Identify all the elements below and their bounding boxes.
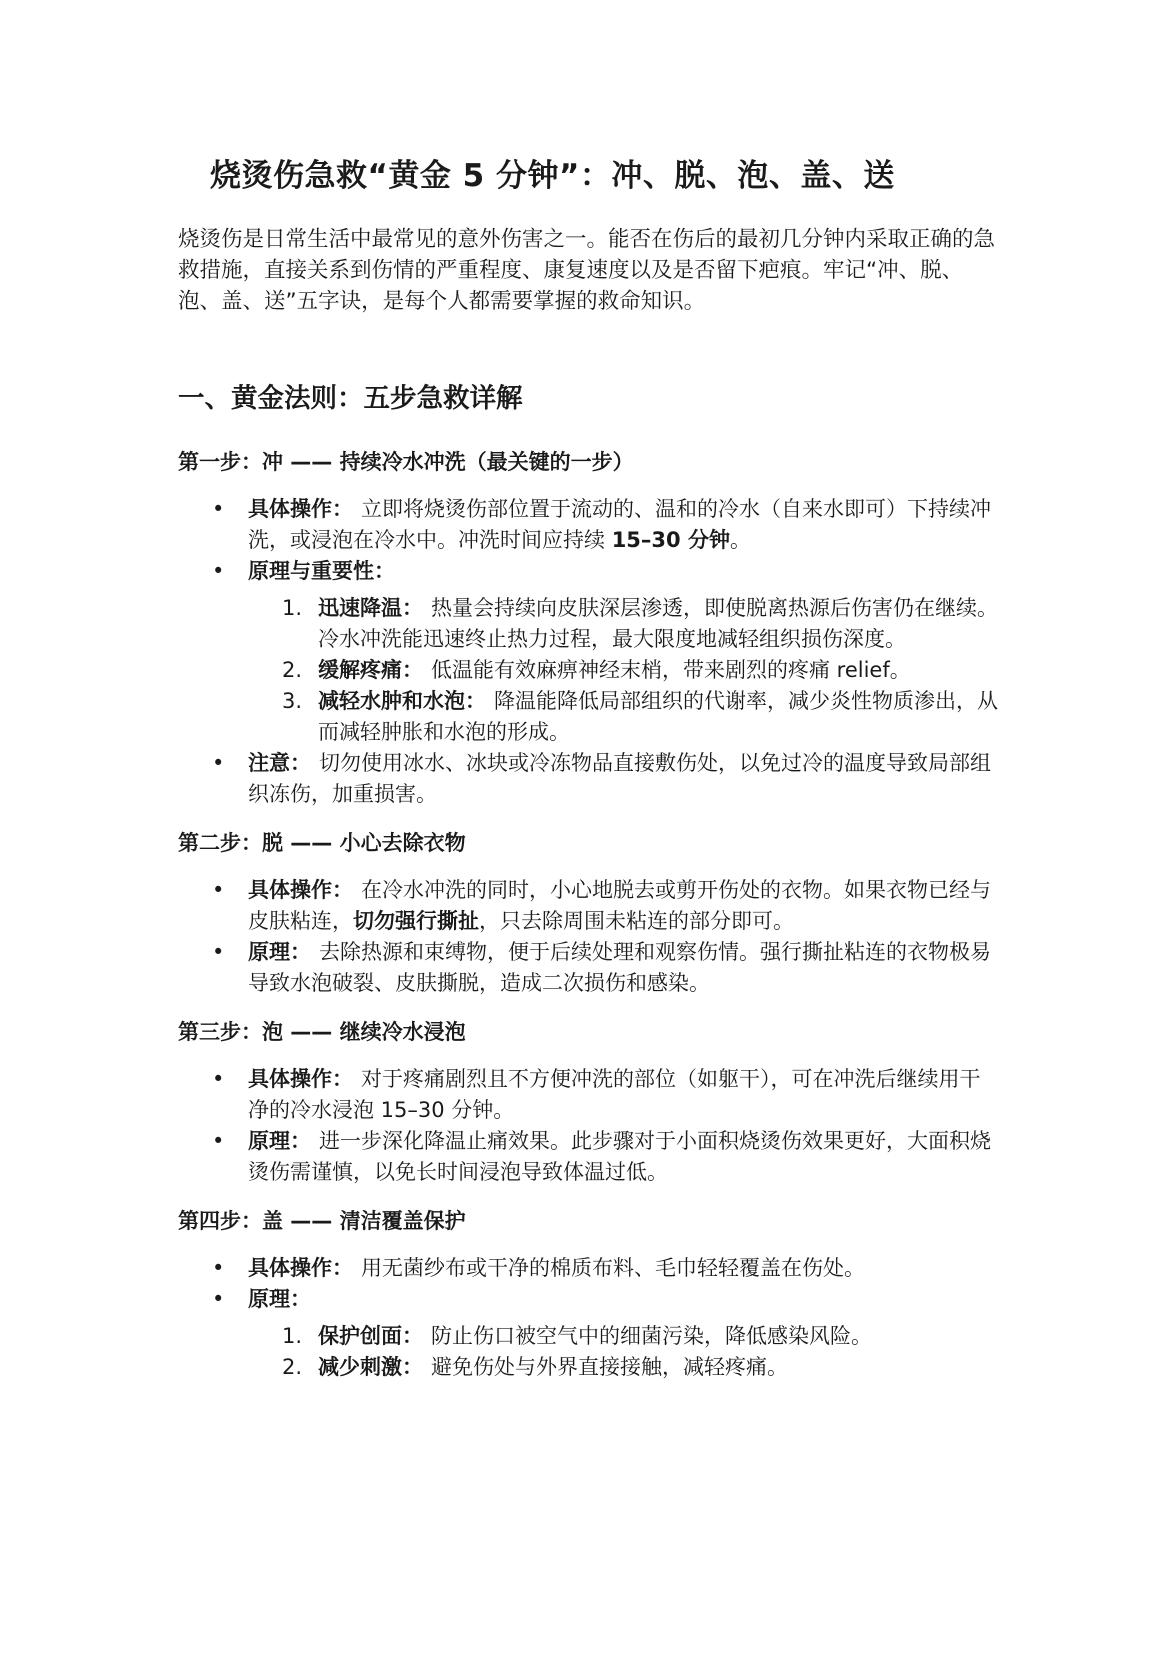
- list-item: [282, 655, 998, 686]
- point-label: 减轻水肿和水泡：: [318, 689, 486, 713]
- list-item: [248, 937, 998, 999]
- step3-op-label: 具体操作：: [248, 1067, 353, 1091]
- step1-principle-label: 原理与重要性：: [248, 559, 395, 583]
- step1-points: [248, 593, 998, 748]
- point-label: 缓解疼痛：: [318, 658, 423, 682]
- step1-heading: 第一步：冲 —— 持续冷水冲洗（最关键的一步）: [178, 450, 634, 474]
- point-number: 1.: [282, 596, 303, 620]
- list-item: [248, 494, 998, 556]
- step1-op-label: 具体操作：: [248, 497, 353, 521]
- point-number: 2.: [282, 1355, 303, 1379]
- point-label: 减少刺激：: [318, 1355, 423, 1379]
- list-item: [248, 556, 998, 748]
- page-title: 烧烫伤急救“黄金 5 分钟”：冲、脱、泡、盖、送: [210, 158, 895, 194]
- step4-principle-label: 原理：: [248, 1287, 311, 1311]
- list-item: [248, 875, 998, 937]
- list-item: [282, 593, 998, 655]
- step2-op-text2: ，只去除周围未粘连的部分即可。: [479, 909, 794, 933]
- list-item: [248, 1253, 998, 1284]
- step2-principle-text: 去除热源和束缚物，便于后续处理和观察伤情。强行撕扯粘连的衣物极易导致水泡破裂、皮肤撕脱，造成二次损伤和感染。: [248, 940, 991, 995]
- step4-points: [248, 1321, 998, 1383]
- step1-op-end: 。: [729, 528, 751, 552]
- point-text: 热量会持续向皮肤深层渗透，即使脱离热源后伤害仍在继续。冷水冲洗能迅速终止热力过程，最大限度地减轻组织损伤深度。: [318, 596, 998, 651]
- step4-list: [178, 1253, 998, 1383]
- step4-op-text: 用无菌纱布或干净的棉质布料、毛巾轻轻覆盖在伤处。: [361, 1256, 865, 1280]
- list-item: [248, 1064, 998, 1126]
- steps-container: [178, 447, 998, 1401]
- point-label: 迅速降温：: [318, 596, 423, 620]
- point-label: 保护创面：: [318, 1324, 423, 1348]
- step1-note-label: 注意：: [248, 751, 311, 775]
- step2-heading: 第二步：脱 —— 小心去除衣物: [178, 831, 466, 855]
- intro-paragraph: 烧烫伤是日常生活中最常见的意外伤害之一。能否在伤后的最初几分钟内采取正确的急救措施，直接关系到伤情的严重程度、康复速度以及是否留下疤痕。牢记“冲、脱、泡、盖、送”五字诀，是每个人都需要掌握的救命知识。: [178, 227, 996, 314]
- list-item: [248, 1284, 998, 1383]
- step3-principle-text: 进一步深化降温止痛效果。此步骤对于小面积烧烫伤效果更好，大面积烧烫伤需谨慎，以免长时间浸泡导致体温过低。: [248, 1129, 991, 1184]
- step2-principle-label: 原理：: [248, 940, 311, 964]
- list-item: [248, 748, 998, 810]
- step3-list: [178, 1064, 998, 1188]
- step1-op-time: 15–30 分钟: [611, 528, 730, 552]
- step3-principle-label: 原理：: [248, 1129, 311, 1153]
- step4-op-label: 具体操作：: [248, 1256, 353, 1280]
- step4-heading: 第四步：盖 —— 清洁覆盖保护: [178, 1209, 466, 1233]
- point-number: 3.: [282, 689, 303, 713]
- section-heading: 一、黄金法则：五步急救详解: [178, 383, 523, 414]
- list-item: [282, 1321, 998, 1352]
- point-number: 1.: [282, 1324, 303, 1348]
- point-text: 降温能降低局部组织的代谢率，减少炎性物质渗出，从而减轻肿胀和水泡的形成。: [318, 689, 998, 744]
- step2-op-text1: 在冷水冲洗的同时，小心地脱去或剪开伤处的衣物。如果衣物已经与皮肤粘连，: [248, 878, 991, 933]
- step3-heading: 第三步：泡 —— 继续冷水浸泡: [178, 1020, 466, 1044]
- point-text: 低温能有效麻痹神经末梢，带来剧烈的疼痛 relief。: [431, 658, 911, 682]
- step2-op-bold: 切勿强行撕扯: [353, 909, 479, 933]
- step2-op-label: 具体操作：: [248, 878, 353, 902]
- step1-op-text: 立即将烧烫伤部位置于流动的、温和的冷水（自来水即可）下持续冲洗，或浸泡在冷水中。冲洗时间应持续: [248, 497, 991, 552]
- step1-list: [178, 494, 998, 810]
- point-number: 2.: [282, 658, 303, 682]
- list-item: [248, 1126, 998, 1188]
- step1-note-text: 切勿使用冰水、冰块或冷冻物品直接敷伤处，以免过冷的温度导致局部组织冻伤，加重损害。: [248, 751, 991, 806]
- list-item: [282, 1352, 998, 1383]
- step3-op-text: 对于疼痛剧烈且不方便冲洗的部位（如躯干），可在冲洗后继续用干净的冷水浸泡 15–30 分钟。: [248, 1067, 981, 1122]
- point-text: 避免伤处与外界直接接触，减轻疼痛。: [431, 1355, 788, 1379]
- list-item: [282, 686, 998, 748]
- step2-list: [178, 875, 998, 999]
- point-text: 防止伤口被空气中的细菌污染，降低感染风险。: [431, 1324, 872, 1348]
